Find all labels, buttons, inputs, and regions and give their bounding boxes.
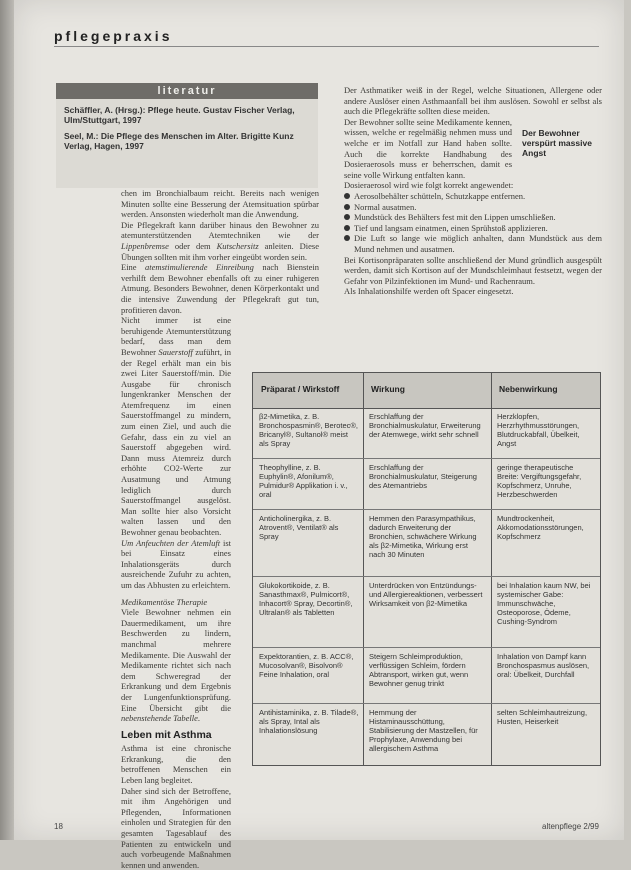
- right-column: [344, 85, 602, 297]
- text-span: nach Bienstein verhilft dem Bewohner ebenfalls oft zu einer ruhigeren Atmung. Besonders Bewohner, denen Körperkontakt und die intensive Zuwendung der Pflegekraft gut tun, profitieren davon.: [121, 262, 320, 315]
- right-paragraph: Der Asthmatiker weiß in der Regel, welche Situationen, Allergene oder andere Auslöser einen Asthmaanfall bei ihm auslösen. Sowohl er selbst als auch die Pflegekräfte sollten diese meiden.: [344, 85, 602, 117]
- bullet-icon: [344, 204, 350, 210]
- list-item-text: Normal ausatmen.: [354, 201, 417, 212]
- text-span: Nicht immer ist eine beruhigende Atemunterstützung bedarf, dass man dem Bewohner: [121, 315, 231, 357]
- table-cell: Expektorantien, z. B. ACC®, Mucosolvan®, Bisolvon® Feine Inhalation, oral: [259, 652, 354, 679]
- page-binding-shadow: [0, 0, 14, 840]
- text-span: Eine: [121, 262, 146, 273]
- table-cell: Inhalation von Dampf kann Bronchospasmus auslösen, oral: Übelkeit, Durchfall: [497, 652, 590, 679]
- magazine-page: [14, 0, 624, 870]
- section-heading: Leben mit Asthma: [121, 728, 212, 741]
- subheading-medication: Medikamentöse Therapie: [121, 596, 208, 607]
- table-cell: Glukokortikoide, z. B. Sanasthmax®, Pulmicort®, Inhacort® Spray, Decortin®, Ultralan® als Tabletten: [259, 581, 353, 617]
- list-item-text: Die Luft so lange wie möglich anhalten, dann Mundstück aus dem Mund nehmen und ausatmen.: [354, 233, 602, 254]
- table-cell: Anticholinergika, z. B. Atrovent®, Ventilat® als Spray: [259, 514, 339, 541]
- right-paragraph: Als Inhalationshilfe werden oft Spacer eingesetzt.: [344, 286, 514, 297]
- table-header-cell: Präparat / Wirkstoff: [261, 384, 340, 394]
- emphasis: Kutschersitz: [216, 240, 259, 251]
- list-item-text: Tief und langsam einatmen, einen Sprühstoß applizieren.: [354, 222, 548, 233]
- section-header: pflegepraxis: [54, 28, 173, 44]
- table-cell: Erschlaffung der Bronchialmuskulatur, Erweiterung der Atemwege, wirkt sehr schnell: [369, 412, 481, 439]
- literature-box: [56, 83, 318, 188]
- text-span: ist bei Einsatz eines Inhalationsgeräts durch ausreichende Zufuhr zu achten, um das Abhusten zu erleichtern.: [121, 537, 231, 590]
- right-paragraph: Dosieraerosol wird wie folgt korrekt angewendet:: [344, 180, 514, 191]
- text-span: anleiten. Diese Übungen sollten mit ihm vorher eingeübt worden sein.: [121, 240, 319, 262]
- table-cell: selten Schleimhautreizung, Husten, Heiserkeit: [497, 708, 588, 726]
- left-paragraph: [121, 607, 231, 724]
- table-cell: geringe therapeutische Breite: Vergiftungsgefahr, Kopfschmerz, Unruhe, Herzbeschwerden: [497, 463, 582, 499]
- table-header-cell: Nebenwirkung: [499, 384, 558, 394]
- left-paragraph: Daher sind sich der Betroffene, mit ihm Angehörigen und Pflegenden, Informationen einholen und Strategien für den gesamten Tagesablauf des Patienten zu entwickeln und auch vorbeugende Maßnahmen kennen und anwenden.: [121, 785, 231, 870]
- header-rule: [54, 46, 599, 47]
- table-cell: β2-Mimetika, z. B. Bronchospasmin®, Berotec®, Bricanyl®, Sultanol® meist als Spray: [259, 412, 359, 448]
- table-cell: Erschlaffung der Bronchialmuskulatur, Steigerung des Atemantriebs: [369, 463, 477, 490]
- table-cell: Hemmen den Parasympathikus, dadurch Erweiterung der Bronchien, schwächere Wirkung als β2-Mimetika, Wirkung erst nach 30 Minuten: [369, 514, 477, 559]
- list-item: [344, 212, 602, 223]
- text-span: oder dem: [168, 240, 217, 251]
- table-row: [253, 510, 600, 577]
- bullet-icon: [344, 193, 350, 199]
- emphasis: nebenstehende Tabelle: [121, 713, 198, 724]
- pull-quote: Der Bewohner verspürt massive Angst: [522, 128, 592, 158]
- left-paragraph: [121, 262, 319, 315]
- table-row: [253, 577, 600, 648]
- bullet-icon: [344, 214, 350, 220]
- left-paragraph: chen im Bronchialbaum reicht. Bereits nach wenigen Minuten sollte eine Besserung der Atemsituation spürbar werden. Ansonsten wiederholt man die Anwendung.: [121, 188, 319, 220]
- emphasis: Um Anfeuchten der Atemluft: [121, 537, 221, 548]
- table-cell: Hemmung der Histaminausschüttung, Stabilisierung der Mastzellen, für Prophylaxe, Anwendung bei allergischem Asthma: [369, 708, 478, 753]
- table-cell: Mundtrockenheit, Akkomodationsstörungen, Kopfschmerz: [497, 514, 584, 541]
- medication-table: [252, 372, 601, 766]
- emphasis: Lippenbremse: [121, 240, 169, 251]
- table-row: [253, 704, 600, 764]
- text-span: .: [197, 713, 200, 724]
- bullet-icon: [344, 235, 350, 241]
- list-item: [344, 233, 602, 254]
- literature-entry: Seel, M.: Die Pflege des Menschen im Alter. Brigitte Kunz Verlag, Hagen, 1997: [64, 131, 294, 151]
- list-item: [344, 191, 602, 202]
- literature-entry: Schäffler, A. (Hrsg.): Pflege heute. Gustav Fischer Verlag, Ulm/Stuttgart, 1997: [64, 105, 295, 125]
- table-row: [253, 648, 600, 704]
- left-paragraph: [121, 538, 231, 591]
- inhaler-steps-list: [344, 191, 602, 255]
- table-cell: Herzklopfen, Herzrhythmusstörungen, Blutdruckabfall, Übelkeit, Angst: [497, 412, 580, 448]
- list-item: [344, 223, 602, 234]
- issue-label: altenpflege 2/99: [542, 822, 599, 831]
- left-paragraph: [121, 315, 231, 537]
- table-row: [253, 408, 600, 459]
- table-cell: Steigern Schleimproduktion, verflüssigen Schleim, fördern Abtransport, wirken gut, wenn Bewohner genug trinkt: [369, 652, 469, 688]
- text-span: Die Pflegekraft kann darüber hinaus den Bewohner zu atemunterstützenden Atemtechniken wie der: [121, 219, 319, 241]
- list-item: [344, 202, 602, 213]
- literature-title: literatur: [56, 83, 318, 99]
- table-row: [253, 459, 600, 510]
- bullet-icon: [344, 225, 350, 231]
- table-cell: bei Inhalation kaum NW, bei systemischer Gabe: Immunschwäche, Osteoporose, Ödeme, Cushing-Syndrom: [497, 581, 591, 626]
- emphasis: atemstimulierende Einreibung: [145, 262, 254, 273]
- right-paragraph: Der Bewohner sollte seine Medikamente kennen, wissen, welche er regelmäßig nehmen muss und welche er im Notfall zur Hand haben sollte. Auch die korrekte Handhabung des Dosieraerosols muss er beherrschen, damit es seine volle Wirkung entfalten kann.: [344, 116, 512, 180]
- text-span: Viele Bewohner nehmen ein Dauermedikament, um ihre Beschwerden zu lindern, manchmal mehrere Medikamente. Die Auswahl der Medikamente richtet sich nach dem Schweregrad der Erkrankung und dem Ergebnis der Lungenfunktionsprüfung. Eine Übersicht gibt die: [121, 607, 231, 713]
- table-header: [253, 373, 600, 409]
- list-item-text: Mundstück des Behälters fest mit den Lippen umschließen.: [354, 212, 556, 223]
- right-paragraph: Bei Kortisonpräparaten sollte anschließend der Mund gründlich ausgespült werden, damit sich Kortison auf der Mundschleimhaut festsetzt, wegen der Gefahr von Pilzinfektionen im Mund- und Rachenraum.: [344, 254, 602, 286]
- table-cell: Unterdrücken von Entzündungs- und Allergiereaktionen, verbessert Wirksamkeit von β2-Mimetika: [369, 581, 483, 608]
- table-header-cell: Wirkung: [371, 384, 405, 394]
- emphasis: Sauerstoff: [158, 346, 193, 357]
- left-paragraph: [121, 220, 319, 262]
- list-item-text: Aerosolbehälter schütteln, Schutzkappe entfernen.: [354, 190, 526, 201]
- table-cell: Antihistaminika, z. B. Tilade®, als Spray, Intal als Inhalationslösung: [259, 708, 359, 735]
- left-paragraph: Asthma ist eine chronische Erkrankung, die den betroffenen Menschen ein Leben lang begleitet.: [121, 743, 231, 786]
- page-number: 18: [54, 822, 63, 831]
- table-cell: Theophylline, z. B. Euphylin®, Afonilum®, Pulmidur® Applikation i. v., oral: [259, 463, 348, 499]
- text-span: zuführt, in der Regel erhält man ein bis zwei Liter Sauerstoff/min. Die Ausgabe für chronisch lungenkranker Menschen der Atemfrequenz im einen Sauerstoffmangel zu mindern, zum einen Ziel, und auch die Gefahr, dass ein zu viel an Sauerstoff abgegeben wird. Dann muss Atemreiz durch erhöhte CO2-Werte zur Ausatmung und Atmung lediglich durch Sauerstoffmangel ausgelöst. Man sollte hier also Vorsicht walten lassen und den Bewohner genau beobachten.: [121, 346, 231, 537]
